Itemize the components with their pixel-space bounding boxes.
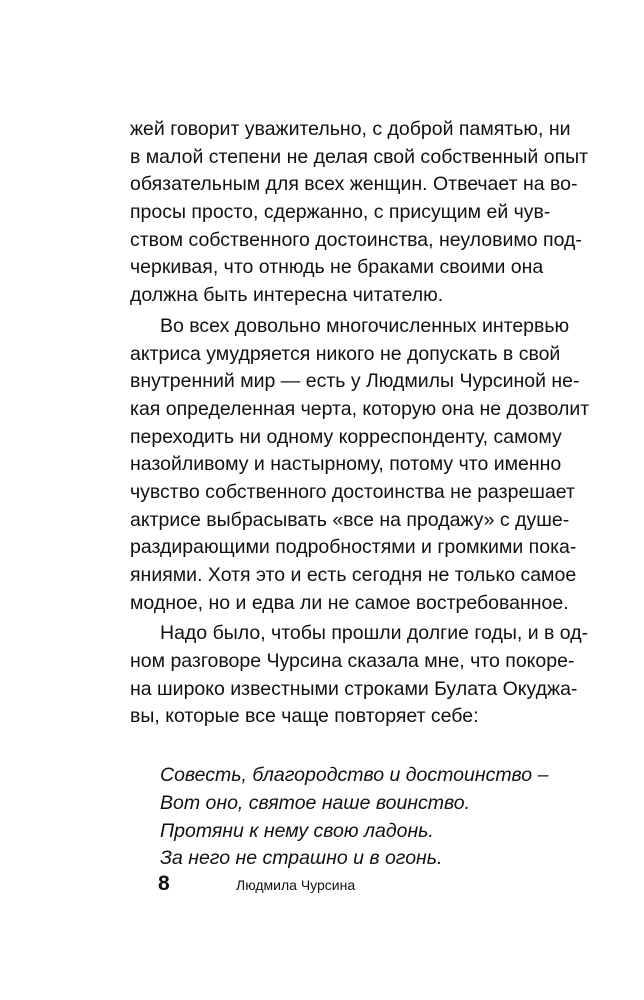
text-line: Надо было, чтобы прошли долгие годы, и в од-	[160, 622, 589, 645]
text-line: просы просто, сдержанно, с присущим ей чув-	[130, 201, 551, 224]
running-title: Людмила Чурсина	[236, 877, 356, 893]
stanza-gap	[130, 731, 510, 762]
text-line: должна быть интересна читателю.	[130, 284, 444, 307]
text-line: назойливому и настырному, потому что именно	[130, 453, 562, 476]
poem-line: Протяни к нему свою ладонь.	[160, 819, 434, 842]
text-line: модное, но и едва ли не самое востребованное.	[130, 591, 569, 614]
text-line: яниями. Хотя это и есть сегодня не только самое	[130, 564, 577, 586]
text-line: чувство собственного достоинства не разрешает	[130, 480, 575, 503]
text-line: жей говорит уважительно, с доброй памятью, ни	[130, 118, 571, 140]
text-line: Во всех довольно многочисленных интервью	[160, 314, 570, 337]
text-line: обязательным для всех женщин. Отвечает на во-	[130, 173, 578, 196]
text-line: кая определенная черта, которую она не дозволит	[130, 397, 590, 420]
poem-line: Вот оно, святое наше воинство.	[160, 791, 471, 814]
text-line: на широко известными строками Булата Окуджа-	[130, 677, 578, 700]
text-line: переходить ни одному корреспонденту, самому	[130, 425, 562, 448]
poem-line: Совесть, благородство и достоинство –	[160, 764, 549, 787]
text-line: внутренний мир — есть у Людмилы Чурсиной не-	[130, 370, 580, 393]
paragraph-2	[130, 313, 590, 618]
text-line: ном разговоре Чурсина сказала мне, что покоре-	[130, 650, 575, 673]
text-line: вы, которые все чаще повторяет себе:	[130, 705, 479, 728]
text-body	[130, 116, 590, 873]
text-line: актриса умудряется никого не допускать в свой	[130, 342, 561, 365]
poem-quote	[130, 762, 549, 873]
poem-line: За него не страшно и в огонь.	[160, 847, 443, 870]
text-line: в малой степени не делая свой собственный опыт	[130, 145, 589, 168]
page-footer	[158, 872, 355, 896]
paragraph-3	[130, 620, 589, 731]
text-line: ством собственного достоинства, неуловимо под-	[130, 228, 582, 251]
paragraph-1	[130, 116, 589, 310]
text-line: черкивая, что отнюдь не браками своими она	[130, 256, 544, 279]
page-number: 8	[158, 872, 170, 895]
text-line: раздирающими подробностями и громкими пока-	[130, 536, 577, 559]
text-line: актрисе выбрасывать «все на продажу» с душе-	[130, 508, 570, 531]
